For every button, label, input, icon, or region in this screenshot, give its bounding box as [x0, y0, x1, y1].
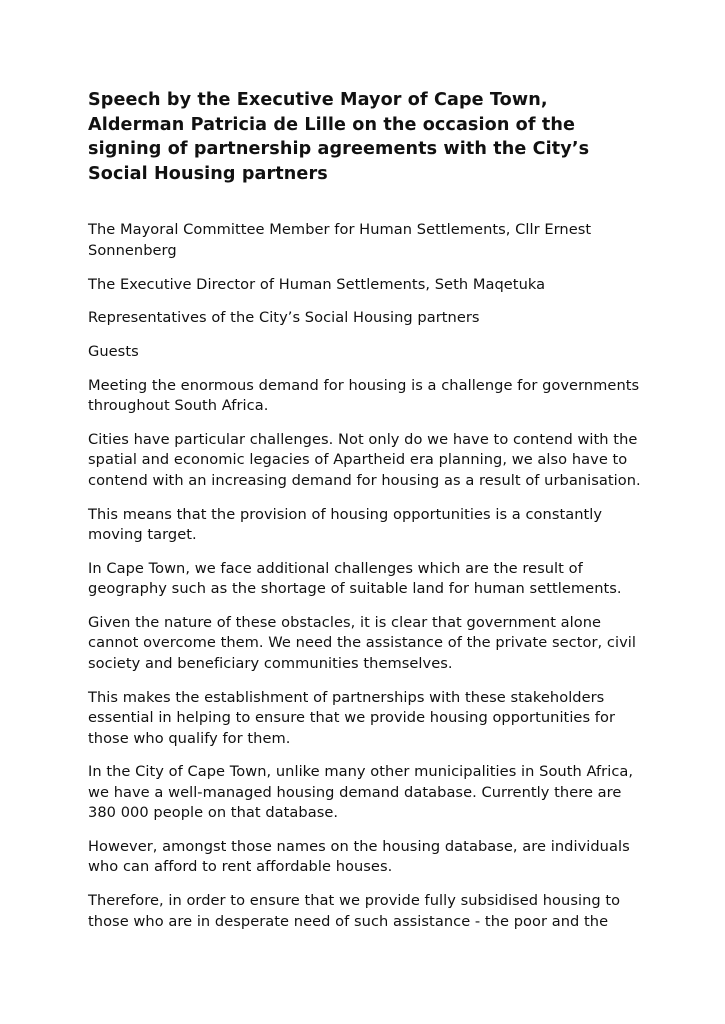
document-page — [88, 88, 648, 945]
paragraph-body: Meeting the enormous demand for housing is a challenge for governments throughout South Africa. — [88, 376, 640, 415]
paragraph-body: Therefore, in order to ensure that we provide fully subsidised housing to those who are in desperate need of such assistance - the poor and the — [88, 892, 621, 930]
paragraph-body: This makes the establishment of partnerships with these stakeholders essential in helping to ensure that we provide housing opportunities for those who qualify for them. — [88, 688, 616, 747]
paragraph-addressee-mmc: The Mayoral Committee Member for Human Settlements, Cllr Ernest Sonnenberg — [88, 221, 592, 259]
paragraph-addressee-representatives: Representatives of the City’s Social Housing partners — [88, 309, 480, 327]
paragraph-body: In the City of Cape Town, unlike many other municipalities in South Africa, we have a well-managed housing demand database. Currently there are 380 000 people on that database. — [88, 763, 634, 822]
paragraph-body: However, amongst those names on the housing database, are individuals who can afford to rent affordable houses. — [88, 837, 630, 876]
paragraph-body: In Cape Town, we face additional challenges which are the result of geography such as the shortage of suitable land for human settlements. — [88, 559, 622, 598]
paragraph-body: This means that the provision of housing opportunities is a constantly moving target. — [88, 505, 603, 543]
paragraph-addressee-director: The Executive Director of Human Settlements, Seth Maqetuka — [88, 275, 546, 293]
paragraph-body: Given the nature of these obstacles, it is clear that government alone cannot overcome them. We need the assistance of the private sector, civil society and beneficiary communities themselves. — [88, 613, 636, 672]
speech-title: Speech by the Executive Mayor of Cape Town, Alderman Patricia de Lille on the occasion of the signing of partnership agreements with the City’s Social Housing partners — [88, 90, 590, 184]
paragraph-addressee-guests: Guests — [88, 342, 139, 360]
paragraph-body: Cities have particular challenges. Not only do we have to contend with the spatial and economic legacies of Apartheid era planning, we also have to contend with an increasing demand for housing as a result of urbanisation. — [88, 430, 641, 489]
